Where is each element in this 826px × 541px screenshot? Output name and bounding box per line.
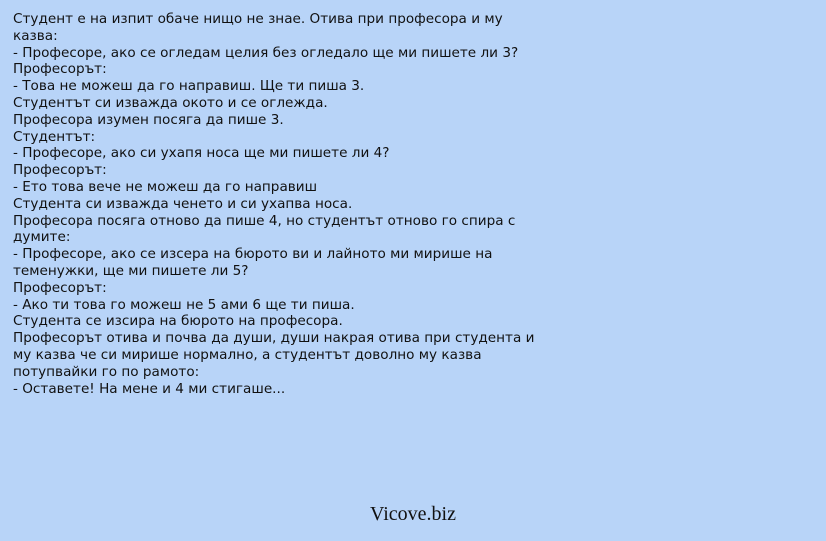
site-watermark: Vicove.biz — [370, 503, 456, 525]
joke-line: - Професоре, ако си ухапя носа ще ми пишете ли 4? — [13, 145, 390, 162]
joke-line: Професора посяга отново да пише 4, но студентът отново го спира с — [13, 212, 516, 229]
joke-line: Студента си изважда ченето и си ухапва носа. — [13, 195, 353, 212]
joke-line: Професорът: — [13, 279, 107, 296]
joke-line: - Оставете! На мене и 4 ми стигаше... — [13, 380, 286, 397]
joke-line: Професорът: — [13, 61, 107, 78]
joke-line: думите: — [13, 229, 71, 246]
joke-line: - Ако ти това го можеш не 5 ами 6 ще ти пиша. — [13, 296, 355, 313]
joke-text — [13, 11, 583, 397]
joke-line: Професора изумен посяга да пише 3. — [13, 111, 284, 128]
joke-line: - Ето това вече не можеш да го направиш — [13, 178, 318, 195]
joke-line: казва: — [13, 27, 58, 44]
joke-line: Студентът си изважда окото и се оглежда. — [13, 94, 328, 111]
joke-line: - Професоре, ако се изсера на бюрото ви и лайното ми мирише на — [13, 246, 493, 263]
joke-line: теменужки, ще ми пишете ли 5? — [13, 262, 249, 279]
joke-line: Студент е на изпит обаче нищо не знае. Отива при професора и му — [13, 11, 503, 27]
joke-line: потупвайки го по рамото: — [13, 363, 200, 380]
joke-line: Студентът: — [13, 128, 96, 145]
joke-line: - Това не можеш да го направиш. Ще ти пиша 3. — [13, 78, 365, 95]
joke-line: Професорът отива и почва да души, души накрая отива при студента и — [13, 330, 535, 347]
joke-line: Професорът: — [13, 162, 107, 179]
joke-line: - Професоре, ако се огледам целия без огледало ще ми пишете ли 3? — [13, 44, 519, 61]
joke-line: Студента се изсира на бюрото на професора. — [13, 313, 343, 330]
joke-line: му казва че си мирише нормално, а студентът доволно му казва — [13, 346, 482, 363]
